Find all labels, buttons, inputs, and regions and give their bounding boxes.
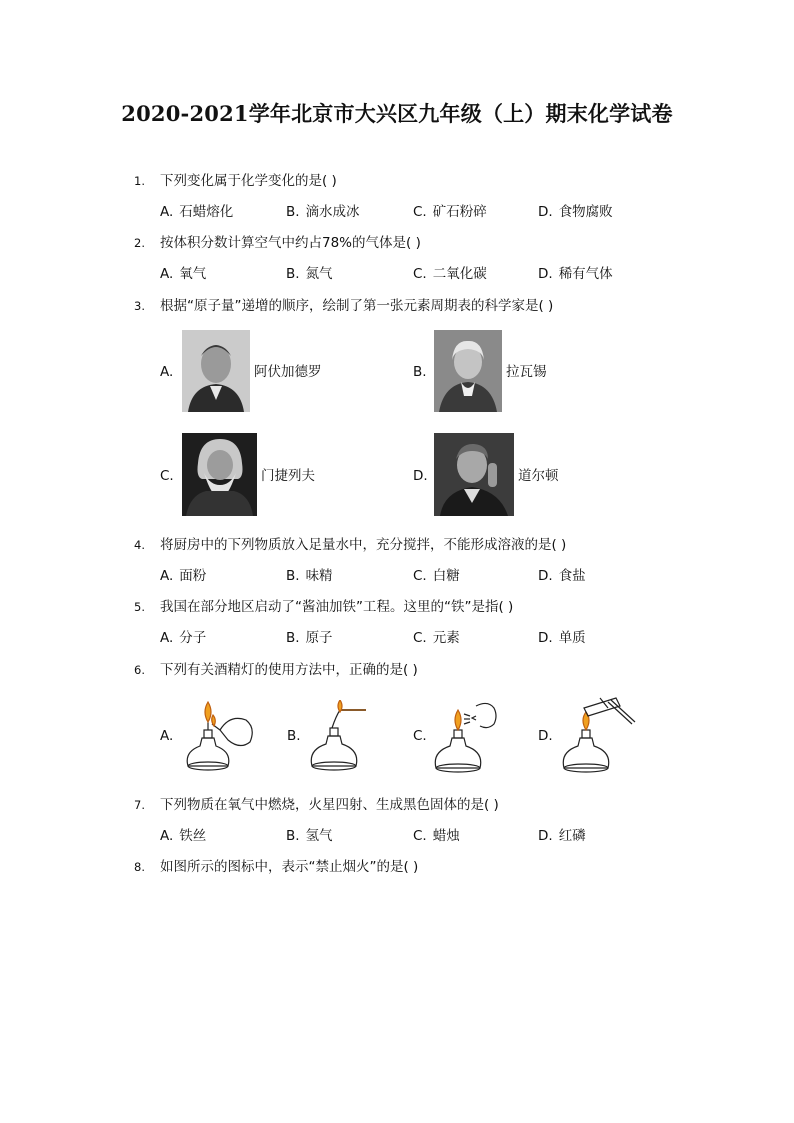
lamp-blown-out-by-mouth-image xyxy=(432,700,502,776)
option-label: D. xyxy=(538,266,553,282)
option-label: D. xyxy=(538,568,553,584)
question-stem: 将厨房中的下列物质放入足量水中，充分搅拌，不能形成溶液的是( ) xyxy=(160,537,567,553)
portrait-dalton-image xyxy=(434,433,514,516)
option-d[interactable] xyxy=(538,826,586,846)
question-stem: 下列物质在氧气中燃烧，火星四射、生成黑色固体的是( ) xyxy=(160,797,499,813)
option-text: 元素 xyxy=(432,630,460,646)
question-stem: 按体积分数计算空气中约占78%的气体是( ) xyxy=(160,235,421,251)
option-label: A. xyxy=(160,364,174,380)
question-number: 8. xyxy=(134,860,145,874)
question-stem: 我国在部分地区启动了“酱油加铁”工程。这里的“铁”是指( ) xyxy=(160,599,514,615)
option-c[interactable] xyxy=(413,566,460,586)
option-text: 白糖 xyxy=(432,568,460,584)
option-c[interactable] xyxy=(413,726,427,746)
option-label: B. xyxy=(413,364,427,380)
option-label: B. xyxy=(286,828,300,844)
option-text: 食物腐败 xyxy=(558,204,613,220)
option-b[interactable] xyxy=(413,362,427,382)
question-5 xyxy=(134,597,513,617)
option-text: 稀有气体 xyxy=(558,266,613,282)
option-b[interactable] xyxy=(286,264,333,284)
option-a[interactable] xyxy=(160,566,206,586)
option-label: B. xyxy=(286,630,300,646)
option-text: 味精 xyxy=(305,568,333,584)
option-text: 单质 xyxy=(558,630,586,646)
option-b[interactable] xyxy=(287,726,301,746)
option-c[interactable] xyxy=(413,628,460,648)
option-label: D. xyxy=(538,728,553,744)
option-a[interactable] xyxy=(160,628,206,648)
option-label: C. xyxy=(413,568,427,584)
option-label: B. xyxy=(286,266,300,282)
question-8 xyxy=(134,857,418,877)
lamp-heating-test-tube-image xyxy=(556,694,638,776)
option-c[interactable] xyxy=(413,202,487,222)
portrait-lavoisier-image xyxy=(434,330,502,412)
option-label: A. xyxy=(160,828,174,844)
option-text: 氮气 xyxy=(305,266,333,282)
question-number: 3. xyxy=(134,299,145,313)
option-label: D. xyxy=(538,828,553,844)
option-label: D. xyxy=(413,468,428,484)
option-text: 食盐 xyxy=(558,568,586,584)
option-label: D. xyxy=(538,204,553,220)
option-d[interactable] xyxy=(538,202,613,222)
option-b-text: 拉瓦锡 xyxy=(506,364,547,380)
option-text: 矿石粉碎 xyxy=(432,204,487,220)
option-label: D. xyxy=(538,630,553,646)
option-label: A. xyxy=(160,728,174,744)
question-number: 2. xyxy=(134,236,145,250)
option-text: 面粉 xyxy=(179,568,207,584)
option-text: 滴水成冰 xyxy=(305,204,360,220)
option-label: B. xyxy=(287,728,301,744)
question-number: 6. xyxy=(134,663,145,677)
question-number: 5. xyxy=(134,600,145,614)
question-stem: 根据“原子量”递增的顺序，绘制了第一张元素周期表的科学家是( ) xyxy=(160,298,554,314)
question-stem: 如图所示的图标中，表示“禁止烟火”的是( ) xyxy=(160,859,419,875)
question-stem: 下列有关酒精灯的使用方法中，正确的是( ) xyxy=(160,662,418,678)
option-c[interactable] xyxy=(413,826,460,846)
question-number: 4. xyxy=(134,538,145,552)
question-6 xyxy=(134,660,418,680)
option-d[interactable] xyxy=(538,628,586,648)
option-label: C. xyxy=(413,204,427,220)
question-4 xyxy=(134,535,566,555)
option-label: B. xyxy=(286,568,300,584)
option-label: C. xyxy=(413,630,427,646)
option-a[interactable] xyxy=(160,826,206,846)
option-c[interactable] xyxy=(413,264,487,284)
option-d[interactable] xyxy=(538,264,613,284)
option-b[interactable] xyxy=(286,826,333,846)
option-c-text: 门捷列夫 xyxy=(261,468,315,484)
option-text: 原子 xyxy=(305,630,333,646)
option-text: 铁丝 xyxy=(179,828,207,844)
question-2 xyxy=(134,233,421,253)
option-text: 二氧化碳 xyxy=(432,266,487,282)
question-number: 7. xyxy=(134,798,145,812)
option-b[interactable] xyxy=(286,202,360,222)
option-label: C. xyxy=(160,468,174,484)
question-3 xyxy=(134,296,553,316)
page-title: 2020-2021学年北京市大兴区九年级（上）期末化学试卷 xyxy=(121,101,673,126)
option-d[interactable] xyxy=(413,466,428,486)
option-label: C. xyxy=(413,828,427,844)
option-d-text: 道尔顿 xyxy=(518,468,559,484)
option-text: 分子 xyxy=(179,630,207,646)
option-c[interactable] xyxy=(160,466,174,486)
portrait-mendeleev-image xyxy=(182,433,257,516)
question-7 xyxy=(134,795,499,815)
option-label: A. xyxy=(160,568,174,584)
option-a[interactable] xyxy=(160,202,233,222)
option-label: C. xyxy=(413,266,427,282)
option-label: A. xyxy=(160,204,174,220)
option-text: 红磷 xyxy=(558,828,586,844)
option-b[interactable] xyxy=(286,566,333,586)
question-stem: 下列变化属于化学变化的是( ) xyxy=(160,173,337,189)
option-label: C. xyxy=(413,728,427,744)
option-b[interactable] xyxy=(286,628,333,648)
option-a[interactable] xyxy=(160,726,173,746)
option-label: A. xyxy=(160,630,174,646)
option-text: 石蜡熔化 xyxy=(179,204,234,220)
option-text: 氧气 xyxy=(179,266,207,282)
option-label: B. xyxy=(286,204,300,220)
question-1 xyxy=(134,171,337,191)
lamp-lit-by-another-lamp-image xyxy=(180,700,260,774)
option-text: 蜡烛 xyxy=(432,828,460,844)
option-a[interactable] xyxy=(160,362,173,382)
option-a[interactable] xyxy=(160,264,206,284)
question-number: 1. xyxy=(134,174,145,188)
option-text: 氢气 xyxy=(305,828,333,844)
option-d[interactable] xyxy=(538,566,586,586)
option-label: A. xyxy=(160,266,174,282)
lamp-lit-with-match-image xyxy=(306,700,380,774)
option-a-text: 阿伏加德罗 xyxy=(254,364,322,380)
option-d[interactable] xyxy=(538,726,553,746)
portrait-avogadro-image xyxy=(182,330,250,412)
